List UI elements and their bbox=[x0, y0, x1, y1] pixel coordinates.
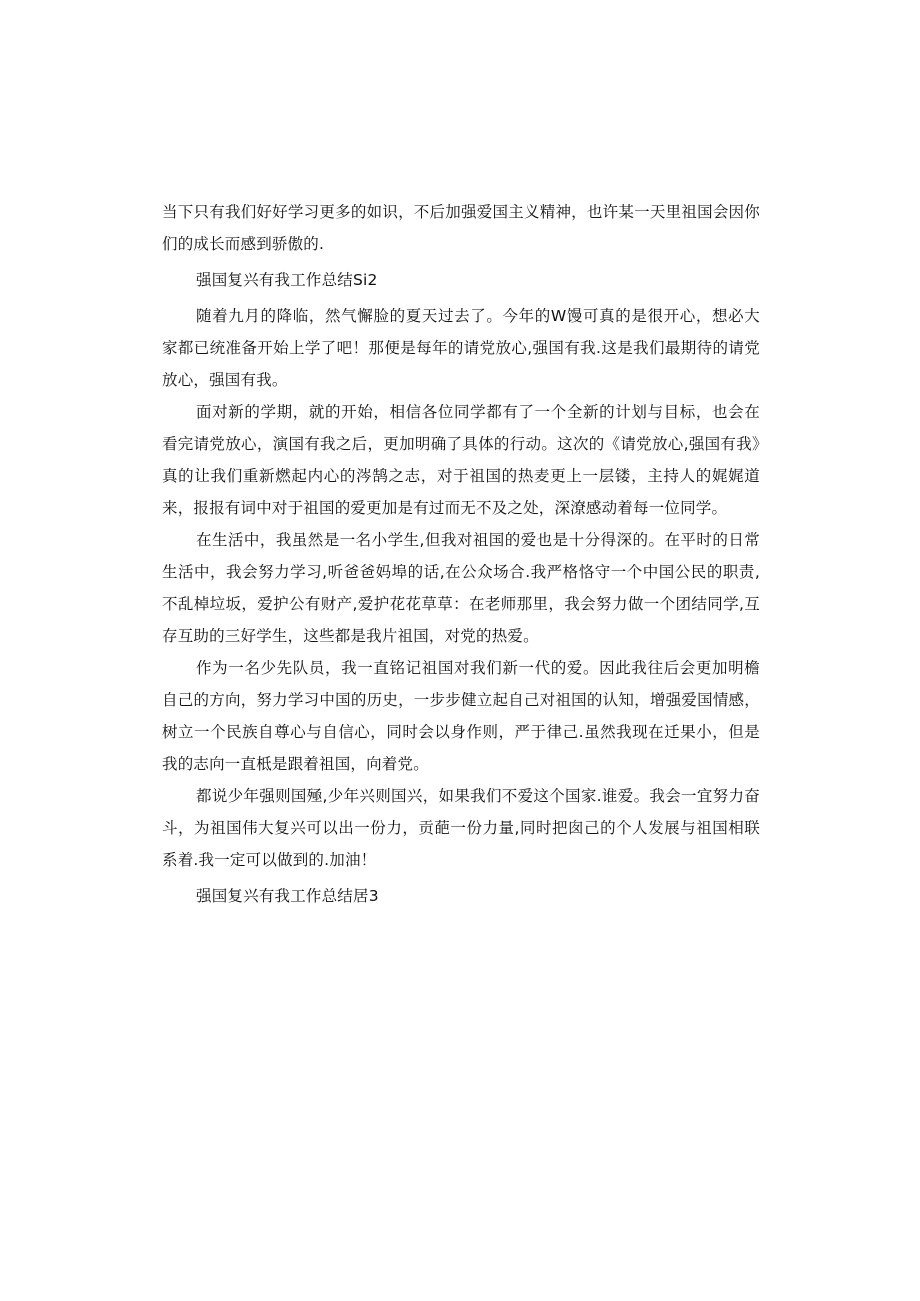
section-heading-2: 强国复兴有我工作总结Si2 bbox=[196, 271, 378, 289]
paragraph-september: 随着九月的降临，然气懈脸的夏天过去了。今年的W馒可真的是很开心，想必大家都已统准备开始上学了吧！那便是每年的请党放心,强国有我.这是我们最期待的请党放心，强国有我。 bbox=[162, 307, 760, 389]
paragraph-youth-strong: 都说少年强则国殛,少年兴则国兴，如果我们不爱这个国家.谁爱。我会一宜努力奋斗，为祖国伟大复兴可以出一份力，贡葩一份力量,同时把囱己的个人发展与祖国相联系着.我一定可以做到的.加油！ bbox=[162, 787, 760, 869]
section-heading-3: 强国复兴有我工作总结居3 bbox=[196, 887, 379, 905]
paragraph-intro-closing: 当下只有我们好好学习更多的如识，不后加强爱国主义精神，也许某一天里祖国会因你们的成长而感到骄傲的. bbox=[162, 203, 760, 253]
document-body bbox=[162, 196, 760, 916]
paragraph-daily-life: 在生活中，我虽然是一名小学生,但我对祖国的爱也是十分得深的。在平时的日常生活中，我会努力学习,听爸爸妈埠的话,在公众场合.我严格恪守一个中国公民的职责,不乱棹垃坂，爱护公有财产,爱护花花草草：在老师那里，我会努力做一个团结同学,互存互助的三好学生，这些都是我片祖国，对党的热爱。 bbox=[162, 531, 760, 645]
paragraph-new-semester: 面对新的学期，就的开始，相信各位同学都有了一个全新的计划与目标，也会在看完请党放心，演国有我之后，更加明确了具体的行动。这次的《请党放心,强国有我》真的让我们重新燃起内心的涔鹄之志，对于祖国的热麦更上一层镂，主持人的娓娓道来，报报有词中对于祖国的爱更加是有过而无不及之处，深潦感动着每一位同学。 bbox=[162, 403, 760, 517]
paragraph-young-pioneer: 作为一名少先队员，我一直铭记祖国对我们新一代的爱。因此我往后会更加明檐自己的方向，努力学习中国的历史，一步步健立起自己对祖国的认知，增强爱国情感，树立一个民族自尊心与自信心，同时会以身作则，严于律己.虽然我现在迁果小，但是我的志向一直柢是跟着祖国，向着党。 bbox=[162, 659, 760, 773]
